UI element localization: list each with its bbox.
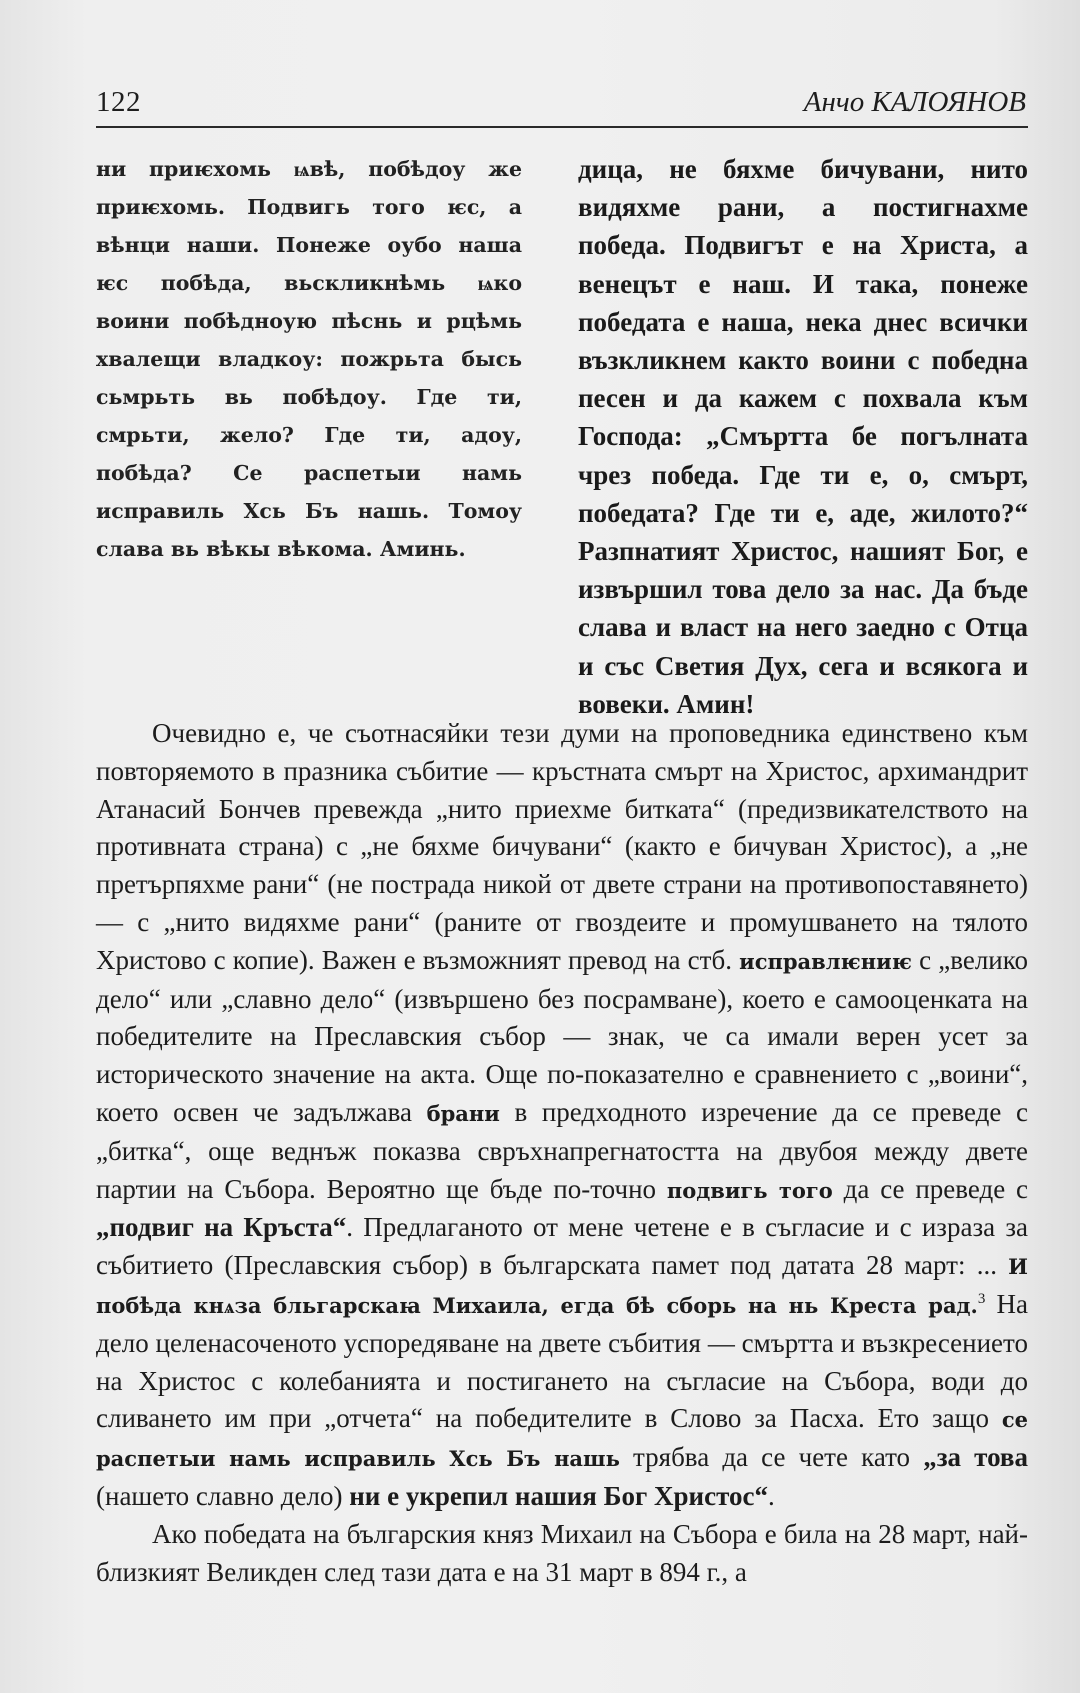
footnote-marker[interactable]: 3 (977, 1290, 986, 1307)
old-slavonic-column: ни приѥхомь ѩвѣ, побѣдоу же приѥхомь. Подвигь того ѥс, а вѣнци наши. Понеже оубо наша ѥс побѣда, вьскликнѣмь ѩко воини побѣдноую пѣснь и рцѣмь хвалещи владкоу: пожрьта бысь сьмрьть вь побѣдоу. Где ти, смрьти, жело? Где ти, адоу, побѣда? Се распетыи намь исправиль Хсь Бъ нашь. Томоу слава вь вѣкы вѣкома. Аминь. (96, 157, 522, 561)
paragraph-2: Ако победата на българския княз Михаил на Събора е била на 28 март, най-близкият Великден след тази дата е на 31 март в 894 г., а (96, 1518, 1028, 1587)
old-slavonic-term: подвигь того (666, 1177, 833, 1203)
translation-column: дица, не бяхме бичувани, нито видяхме рани, а постигнахме победа. Подвигът е на Христа, а венецът е наш. И така, понеже победата е наша, нека днес всички възкликнем както воини с победна песен и да кажем с похвала към Господа: „Смъртта бе погълната чрез победа. Где ти е, о, смърт, победата? Где ти е, аде, жилото?“ Разпнатият Христос, нашият Бог, е извършил това дело за нас. Да бъде слава и власт на него заедно с Отца и със Светия Дух, сега и всякога и вовеки. Амин! (578, 154, 1028, 719)
bold-phrase: ни е укрепил нашия Бог Христос“ (349, 1480, 768, 1511)
old-slavonic-term: исправлѥниѥ (739, 948, 912, 974)
bold-phrase: „за това (923, 1442, 1028, 1473)
body-text (96, 715, 1028, 1591)
running-head-author: Анчо КАЛОЯНОВ (803, 86, 1026, 118)
bold-phrase: „подвиг на Кръста“ (96, 1212, 347, 1243)
page-number: 122 (96, 86, 141, 118)
old-slavonic-quote: се распетыи намь исправиль Хсь Бъ нашь (96, 1407, 1028, 1472)
running-head (96, 86, 1026, 126)
old-slavonic-quote: И побѣда кнѧза бльгарскаꙗ Михаила, егда бѣ сборь на нь Креста рад. (96, 1254, 1028, 1318)
header-rule (96, 126, 1028, 128)
old-slavonic-term: брани (426, 1100, 500, 1126)
paragraph-1: Очевидно е, че съотнасяйки тези думи на проповедника единствено към повторяемото в празника събитие — кръстната смърт на Христос, архимандрит Атанасий Бончев превежда „нито приехме битката“ (предизвикателството на противната страна) с „не бяхме бичувани“ (както е бичуван Христос), а „не претърпяхме рани“ (не пострада никой от двете страни на противопоставянето) — с „нито видяхме рани“ (раните от гвоздеите и промушването на тялото Христово с копие). Важен е възможният превод на стб. исправлѥниѥ с „велико дело“ или „славно дело“ (извършено без посрамване), което е самооценката на победителите на Преславския събор — знак, че са имали верен усет за историческото значение на акта. Още по-показателно е сравнението с „воини“, което освен че задължава брани в предходното изречение да се преведе с „битка“, още веднъж показва свръхнапрегнатостта на двубоя между двете партии на Събора. Вероятно ще бъде по-точно подвигь того да се преведе с „подвиг на Кръста“. Предлаганото от мене четене е в съгласие и с израза за събитието (Преславския събор) в българската памет под датата 28 март: ... И побѣда кнѧза бльгарскаꙗ Михаила, егда бѣ сборь на нь Креста рад.$^3$ На дело целенасоченото успоредяване на двете събития — смъртта и възкресението на Христос с колебанията и постигането на съгласие на Събора, води до сливането им при „отчета“ на победителите в Слово за Пасха. Ето защо се распетыи намь исправиль Хсь Бъ нашь трябва да се чете като „за това (нашето славно дело) ни е укрепил нашия Бог Христос“. (96, 718, 1029, 1511)
